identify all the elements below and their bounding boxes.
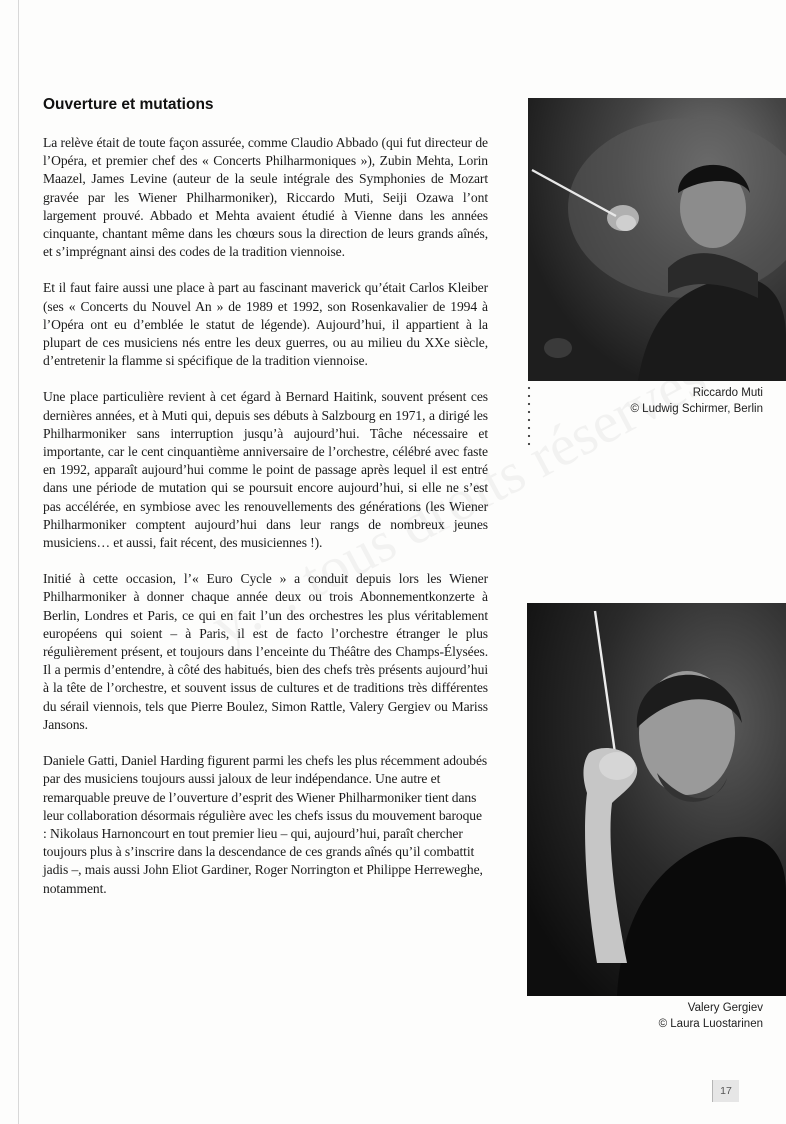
page-number: 17 [712, 1080, 739, 1102]
paragraph-3: Une place particulière revient à cet égard à Bernard Haitink, souvent présent ces dernières années, et à Muti qui, depuis ses débuts à Salzbourg en 1971, a dirigé les Philharmoniker sans interruption jusqu’à aujourd’hui. Tâche nécessaire et importante, car le cent cinquantième anniversaire de l’orchestre, célébré avec faste en 1992, apparaît aujourd’hui comme le point de passage après lequel il est entré dans une période de mutation qui se poursuit encore aujourd’hui, si elle ne s’est pas accélérée, en symbiose avec les renouvellements des générations (les Wiener Philharmoniker comptent aujourd’hui dans leur rangs de nombreux jeunes musiciens… et aussi, fait récent, des musiciennes !). [43, 389, 488, 551]
caption-name: Riccardo Muti [692, 387, 763, 399]
conductor-photo-illustration [528, 98, 786, 381]
photo-caption-muti [631, 385, 763, 417]
paragraph-1: La relève était de toute façon assurée, comme Claudio Abbado (qui fut directeur de l’Opéra, et premier chef des « Concerts Philharmoniques »), Zubin Mehta, Lorin Maazel, James Levine (auteur de la seule intégrale des Symphonies de Mozart gravée par les Wiener Philharmoniker), Riccardo Muti, Seiji Ozawa l’ont largement prouvé. Abbado et Mehta avaient étudié à Vienne dans les années cinquante, chantant même dans les chœurs sous la direction de leurs grands aînés, et s’imprégnant ainsi des codes de la tradition viennoise. [43, 135, 488, 260]
photo-riccardo-muti [528, 98, 786, 381]
page-edge-divider [18, 0, 19, 1124]
photo-caption-gergiev [659, 1000, 763, 1032]
conductor-photo-illustration [527, 603, 786, 996]
paragraph-4: Initié à cette occasion, l’« Euro Cycle » a conduit depuis lors les Wiener Philharmoniker à donner chaque année deux ou trois Abonnementkonzerte à Berlin, Londres et Paris, ce qui en fait l’un des orchestres les plus véritablement européens qui soient – à Paris, il est de facto l’orchestre étranger le plus régulièrement présent, et toujours dans l’enceinte du Théâtre des Champs-Élysées. Il a permis d’entendre, à côté des habitués, bien des chefs très présents aujourd’hui à la tête de l’orchestre, et souvent issus de cultures et de traditions très différentes du sérail viennois, tels que Pierre Boulez, Simon Rattle, Valery Gergiev ou Mariss Jansons. [43, 571, 488, 732]
dotted-divider [527, 384, 531, 446]
caption-name: Valery Gergiev [687, 1002, 763, 1014]
photo-valery-gergiev [527, 603, 786, 996]
article-body [43, 134, 488, 916]
caption-credit: © Laura Luostarinen [658, 1018, 763, 1030]
caption-credit: © Ludwig Schirmer, Berlin [630, 403, 763, 415]
section-heading: Ouverture et mutations [43, 96, 214, 113]
paragraph-2: Et il faut faire aussi une place à part au fascinant maverick qu’était Carlos Kleiber (ses « Concerts du Nouvel An » de 1989 et 1992, son Rosenkavalier de 1994 à l’Opéra ont eu d’emblée le statut de légende). Aujourd’hui, il appartient à la plupart de ces musiciens nés entre les deux guerres, ou au milieu du XXe siècle, d’entretenir la flamme si spécifique de la tradition viennoise. [43, 280, 488, 369]
paragraph-5: Daniele Gatti, Daniel Harding figurent parmi les chefs les plus récemment adoubés par des musiciens toujours aussi jaloux de leur indépendance. Une autre et remarquable preuve de l’ouverture d’esprit des Wiener Philharmoniker tient dans leur collaboration désormais régulière avec les chefs issus du mouvement baroque : Nikolaus Harnoncourt en tout premier lieu – qui, aujourd’hui, paraît chercher toujours plus à s’inscrire dans la descendance de ces grands aînés qu’il combattit jadis –, mais aussi John Eliot Gardiner, Roger Norrington et Philippe Herreweghe, notamment. [43, 753, 488, 896]
